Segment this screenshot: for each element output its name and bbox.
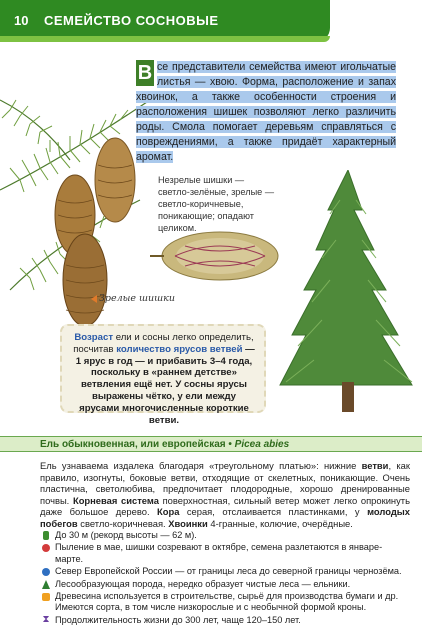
desc-text: серая, отслаивается пластинками, у [179, 506, 368, 518]
ripe-cones-label: Зрелые шишки [99, 293, 175, 304]
pointer-arrow-icon [91, 295, 97, 303]
desc-bold-shoots: молодых побегов [40, 506, 410, 529]
tiers-keyword: количество ярусов ветвей [116, 343, 243, 355]
fact-forest [40, 579, 410, 590]
fact-pollination [40, 542, 410, 565]
fact-usage [40, 591, 410, 614]
fact-range [40, 566, 410, 577]
species-band [0, 436, 422, 452]
species-name: Ель обыкновенная, или европейская • [40, 439, 235, 450]
pollination-icon [40, 542, 52, 553]
species-title [40, 439, 289, 450]
chapter-title: СЕМЕЙСТВО СОСНОВЫЕ [44, 13, 219, 28]
page-number: 10 [14, 13, 29, 28]
fact-text: Древесина используется в строительстве, сырьё для производства бумаги и др. Имеются сорта, в том числе низкорослые и с необычной формой кроны. [55, 591, 399, 613]
fact-text: Продолжительность жизни до 300 лет, чаще 120–150 лет. [55, 614, 301, 625]
species-description [40, 460, 410, 530]
desc-text: 4-гранные, колючие, очерёдные. [207, 517, 353, 529]
usage-icon [40, 591, 52, 602]
desc-bold-branches: ветви [361, 460, 389, 471]
height-icon [40, 530, 52, 541]
desc-bold-needles: Хвоинки [168, 517, 208, 529]
desc-text: поверхностная, сильный ветер может легко опрокинуть даже большое дерево. [40, 494, 410, 518]
desc-text: Ель узнаваема издалека благодаря «треугольному платью»: нижние [40, 460, 362, 471]
intro-text: се представители семейства имеют игольчатые листья — хвою. Форма, расположение и запах хвоинок, а также особенности строения и расположения шишек позволяют легко различить роды. Смола помогает деревьям справляться с повреждениями, а также придаёт характерный аромат. [136, 61, 396, 163]
desc-text: , как правило, изогнуты, боковые ветви, отходящие от скелетных, поникающие. Очень пластична, светолюбива, предпочитает плодородные, хорошо дренированные почвы. [40, 460, 410, 506]
fact-text: Север Европейской России — от границы леса до северной границы чернозёма. [55, 566, 402, 577]
fact-height [40, 530, 410, 541]
spruce-tree-illustration [270, 170, 420, 420]
fact-text: До 30 м (рекорд высоты — 62 м). [55, 530, 197, 540]
intro-paragraph [136, 60, 396, 165]
cone-caption: Незрелые шишки — светло-зелёные, зрелые — светло-коричневые, поникающие; опадают целиком. [158, 175, 275, 233]
drop-cap: В [137, 62, 153, 84]
age-keyword: Возраст [74, 332, 114, 343]
desc-bold-roots: Корневая система [72, 494, 159, 506]
fact-text: Пыление в мае, шишки созревают в октябре, семена разлетаются в январе-марте. [55, 542, 383, 564]
range-icon [40, 566, 52, 577]
fact-text: Лесообразующая порода, нередко образует чистые леса — ельники. [55, 578, 351, 589]
age-text-2: — 1 ярус в год — и прибавить 3–4 года, поскольку в «раннем детстве» ветвления ещё нет. У сосны ярусы выражены чётко, у ели между ярусами многочисленные короткие ветви. [75, 343, 255, 426]
facts-list [40, 530, 410, 627]
lifespan-icon: ⧗ [42, 614, 50, 626]
species-latin-name: Picea abies [234, 439, 290, 450]
desc-text: светло-коричневая. [77, 517, 169, 529]
chapter-header [0, 0, 330, 42]
age-text-1: ели и сосны легко определить, посчитав [73, 332, 254, 355]
fact-lifespan [40, 615, 410, 626]
age-info-box [60, 324, 266, 426]
forest-icon [40, 579, 52, 590]
desc-bold-bark: Кора [157, 506, 180, 518]
